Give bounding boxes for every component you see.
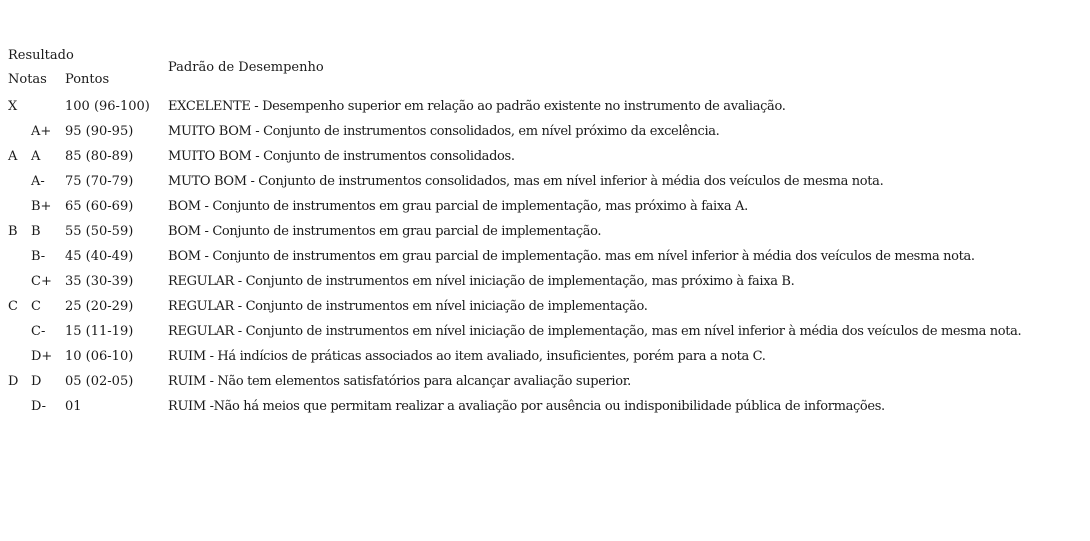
grade-points: 75 (70-79) bbox=[65, 174, 134, 189]
table-row bbox=[8, 144, 1084, 169]
grade-description: REGULAR - Conjunto de instrumentos em nível iniciação de implementação. bbox=[168, 299, 648, 314]
grade-group: D bbox=[8, 374, 19, 389]
table-row bbox=[8, 269, 1084, 294]
grade-note: B- bbox=[31, 249, 46, 264]
header-padrao-desempenho: Padrão de Desempenho bbox=[168, 60, 324, 75]
grade-note: A bbox=[31, 149, 41, 164]
table-row bbox=[8, 119, 1084, 144]
grade-description: BOM - Conjunto de instrumentos em grau parcial de implementação. bbox=[168, 224, 602, 239]
table-row bbox=[8, 294, 1084, 319]
grade-group: C bbox=[8, 299, 18, 314]
rating-table bbox=[8, 45, 1084, 419]
grade-note: D bbox=[31, 374, 42, 389]
grade-description: RUIM - Há indícios de práticas associados ao item avaliado, insuficientes, porém para a nota C. bbox=[168, 349, 766, 364]
grade-description: BOM - Conjunto de instrumentos em grau parcial de implementação, mas próximo à faixa A. bbox=[168, 199, 748, 214]
grade-note: C+ bbox=[31, 274, 52, 289]
header-pontos: Pontos bbox=[65, 72, 110, 87]
header-notas: Notas bbox=[8, 72, 47, 87]
grade-description: MUTO BOM - Conjunto de instrumentos consolidados, mas em nível inferior à média dos veículos de mesma nota. bbox=[168, 174, 884, 189]
grade-note: D+ bbox=[31, 349, 53, 364]
grade-points: 35 (30-39) bbox=[65, 274, 134, 289]
table-row bbox=[8, 369, 1084, 394]
grade-points: 85 (80-89) bbox=[65, 149, 134, 164]
table-row bbox=[8, 394, 1084, 419]
table-row bbox=[8, 344, 1084, 369]
grade-note: C bbox=[31, 299, 41, 314]
grade-note: B+ bbox=[31, 199, 52, 214]
table-row bbox=[8, 219, 1084, 244]
grade-note: A- bbox=[31, 174, 45, 189]
grade-description: RUIM - Não tem elementos satisfatórios para alcançar avaliação superior. bbox=[168, 374, 631, 389]
grade-note: A+ bbox=[31, 124, 52, 139]
grade-points: 25 (20-29) bbox=[65, 299, 134, 314]
table-header bbox=[8, 45, 1084, 94]
grade-description: REGULAR - Conjunto de instrumentos em nível iniciação de implementação, mas próximo à faixa B. bbox=[168, 274, 795, 289]
grade-points: 01 bbox=[65, 399, 82, 414]
grade-description: BOM - Conjunto de instrumentos em grau parcial de implementação. mas em nível inferior à média dos veículos de mesma nota. bbox=[168, 249, 975, 264]
table-row bbox=[8, 169, 1084, 194]
grade-description: EXCELENTE - Desempenho superior em relação ao padrão existente no instrumento de avaliação. bbox=[168, 99, 786, 114]
grade-group: X bbox=[8, 99, 18, 114]
grade-points: 95 (90-95) bbox=[65, 124, 134, 139]
grade-note: D- bbox=[31, 399, 47, 414]
grade-description: MUITO BOM - Conjunto de instrumentos consolidados. bbox=[168, 149, 515, 164]
table-row bbox=[8, 319, 1084, 344]
grade-description: MUITO BOM - Conjunto de instrumentos consolidados, em nível próximo da excelência. bbox=[168, 124, 720, 139]
grade-description: REGULAR - Conjunto de instrumentos em nível iniciação de implementação, mas em nível inferior à média dos veículos de mesma nota. bbox=[168, 324, 1022, 339]
grade-group: A bbox=[8, 149, 18, 164]
table-row bbox=[8, 194, 1084, 219]
grade-note: B bbox=[31, 224, 41, 239]
grade-points: 05 (02-05) bbox=[65, 374, 134, 389]
table-row bbox=[8, 94, 1084, 119]
grade-points: 15 (11-19) bbox=[65, 324, 134, 339]
header-resultado: Resultado bbox=[8, 48, 74, 63]
grade-note: C- bbox=[31, 324, 46, 339]
grade-points: 100 (96-100) bbox=[65, 99, 150, 114]
grade-description: RUIM -Não há meios que permitam realizar a avaliação por ausência ou indisponibilidade pública de informações. bbox=[168, 399, 885, 414]
grade-points: 65 (60-69) bbox=[65, 199, 134, 214]
table-row bbox=[8, 244, 1084, 269]
grade-points: 55 (50-59) bbox=[65, 224, 134, 239]
grade-points: 10 (06-10) bbox=[65, 349, 134, 364]
grade-points: 45 (40-49) bbox=[65, 249, 134, 264]
grade-group: B bbox=[8, 224, 18, 239]
